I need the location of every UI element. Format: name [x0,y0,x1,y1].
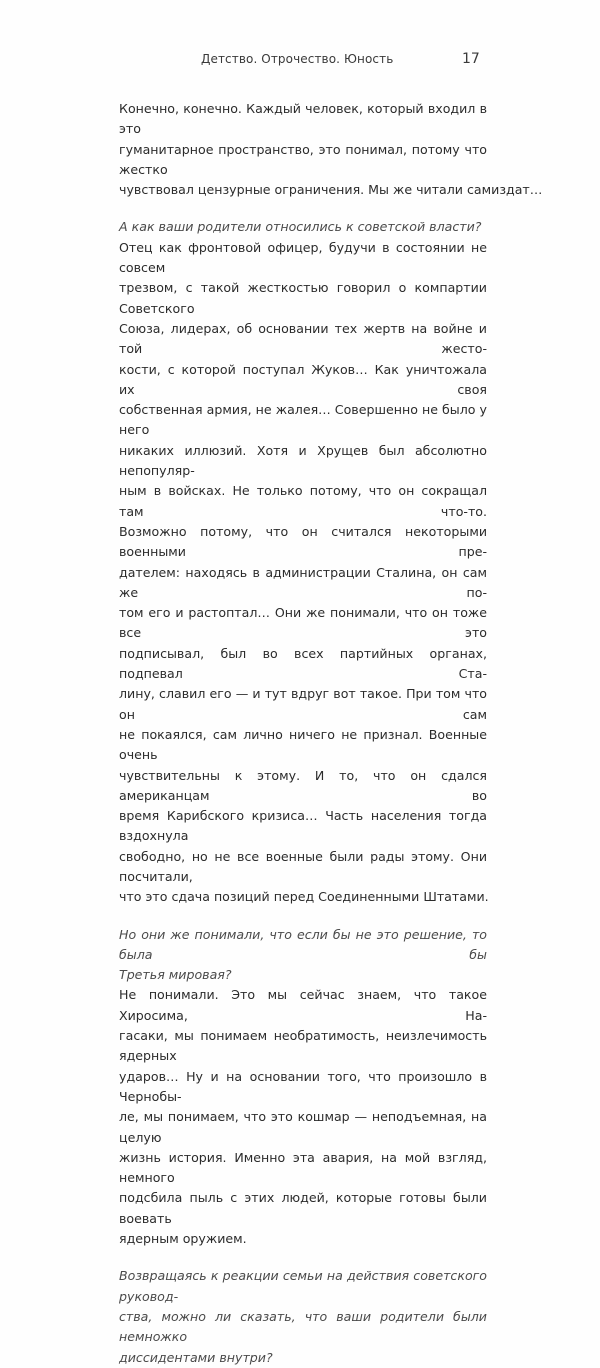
text-line: ударов… Ну и на основании того, что произошло в Чернобы- [119,1068,487,1104]
text-line: Не понимали. Это мы сейчас знаем, что такое Хиросима, На- [119,987,487,1023]
text-line: время Карибского кризиса… Часть населения тогда вздохнула [119,808,487,844]
interviewee-answer [119,99,543,200]
interviewer-question [119,925,487,986]
text-line: Конечно, конечно. Каждый человек, который входил в это [119,101,487,137]
text-line: никаких иллюзий. Хотя и Хрущев был абсолютно непопуляр- [119,442,487,479]
text-line: гуманитарное пространство, это понимал, потому что жестко [119,141,487,177]
running-head-title: Детство. Отрочество. Юность [201,52,394,66]
text-line: чувствительны к этому. И то, что он сдался американцам во [119,767,487,803]
text-line: Возвращаясь к реакции семьи на действия советского руковод- [119,1268,487,1304]
text-line: гасаки, мы понимаем необратимость, неизлечимость ядерных [119,1028,487,1064]
text-line: не покаялся, сам лично ничего не признал. Военные очень [119,726,487,763]
text-line: чувствовал цензурные ограничения. Мы же читали самиздат… [119,182,543,198]
text-line: ства, можно ли сказать, что ваши родители были немножко [119,1308,487,1345]
page-number: 17 [462,51,480,67]
text-line: ле, мы понимаем, что это кошмар — неподъемная, на целую [119,1109,487,1145]
text-line: собственная армия, не жалея… Совершенно не было у него [119,402,487,438]
interviewee-answer [119,238,487,908]
running-head [0,52,600,72]
interviewee-answer [119,985,487,1249]
text-line: кости, с которой поступал Жуков… Как уничтожала их своя [119,361,487,397]
paragraph-gap [119,200,487,217]
text-line: что это сдача позиций перед Соединенными Штатами. [119,889,489,905]
interview-text [119,99,543,1368]
text-line: лину, славил его — и тут вдруг вот такое. При том что он сам [119,686,487,722]
paragraph-gap [119,1249,487,1266]
text-line: А как ваши родители относились к советской власти? [119,219,482,235]
text-line: подписывал, был во всех партийных органах, подпевал Ста- [119,645,487,682]
text-line: диссидентами внутри? [119,1349,273,1365]
text-line: подсбила пыль с этих людей, которые готовы были воевать [119,1190,487,1226]
text-line: дателем: находясь в администрации Сталина, он сам же по- [119,564,487,600]
text-line: Возможно потому, что он считался некоторыми военными пре- [119,523,487,560]
text-line: свободно, но не все военные были рады этому. Они посчитали, [119,848,487,884]
interviewer-question [119,217,487,237]
interviewer-question [119,1266,487,1367]
paragraph-gap [119,908,487,925]
text-line: трезвом, с такой жесткостью говорил о компартии Советского [119,280,487,316]
text-line: жизнь история. Именно эта авария, на мой взгляд, немного [119,1149,487,1186]
text-line: том его и растоптал… Они же понимали, что он тоже все это [119,605,487,641]
text-line: ядерным оружием. [119,1231,247,1247]
text-line: Союза, лидерах, об основании тех жертв на войне и той жесто- [119,320,487,357]
text-line: Отец как фронтовой офицер, будучи в состоянии не совсем [119,239,487,276]
text-line: Третья мировая? [119,967,232,983]
text-line: Но они же понимали, что если бы не это решение, то была бы [119,926,487,962]
text-line: ным в войсках. Не только потому, что он сокращал там что-то. [119,483,487,519]
